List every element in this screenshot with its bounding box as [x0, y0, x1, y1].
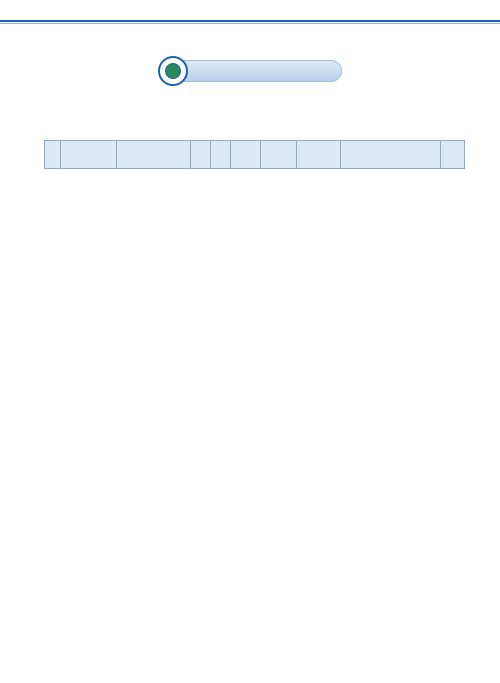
logo-emblem-icon [165, 63, 181, 79]
school-logo-icon [158, 56, 188, 86]
col-category [45, 141, 61, 169]
col-count [191, 141, 211, 169]
enrollment-table [44, 140, 465, 169]
col-years [211, 141, 231, 169]
col-target [117, 141, 191, 169]
header-rule [0, 20, 500, 22]
table-header-row [45, 141, 465, 169]
section-banner [158, 56, 342, 86]
col-dorm [261, 141, 297, 169]
col-further [441, 141, 465, 169]
col-cert [341, 141, 441, 169]
banner-bar [170, 60, 342, 82]
col-major [61, 141, 117, 169]
col-job [297, 141, 341, 169]
header-rule-thin [0, 23, 500, 24]
col-fee [231, 141, 261, 169]
